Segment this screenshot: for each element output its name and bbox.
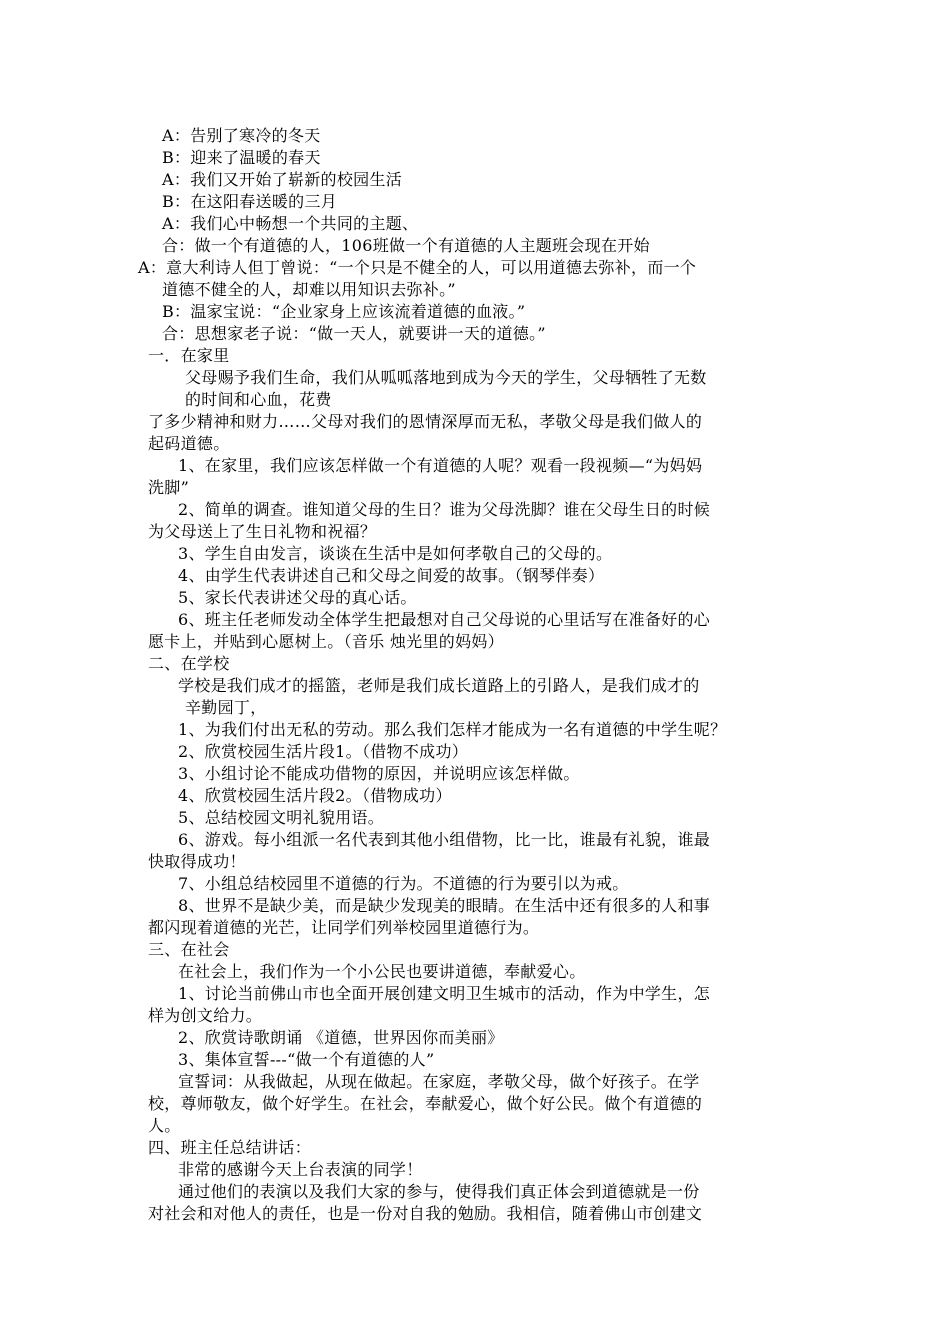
- section-heading: 二、在学校: [148, 654, 230, 673]
- text-line: 起码道德。: [148, 434, 230, 453]
- text-line: 1、为我们付出无私的劳动。那么我们怎样才能成为一名有道德的中学生呢？: [178, 720, 727, 739]
- text-line: 的时间和心血，花费: [185, 390, 332, 409]
- text-line: 愿卡上，并贴到心愿树上。（音乐 烛光里的妈妈）: [148, 632, 504, 651]
- text-line: 8、世界不是缺少美，而是缺少发现美的眼睛。在生活中还有很多的人和事: [178, 896, 711, 915]
- text-line: 合：思想家老子说：“做一天人，就要讲一天的道德。”: [162, 324, 546, 343]
- text-line: 4、由学生代表讲述自己和父母之间爱的故事。（钢琴伴奏）: [178, 566, 605, 585]
- text-line: B：迎来了温暖的春天: [162, 148, 321, 167]
- text-line: 父母赐予我们生命，我们从呱呱落地到成为今天的学生，父母牺牲了无数: [185, 368, 707, 387]
- text-line: 校，尊师敬友，做个好学生。在社会，奉献爱心，做个好公民。做个有道德的: [148, 1094, 703, 1113]
- text-line: 了多少精神和财力……父母对我们的恩情深厚而无私，孝敬父母是我们做人的: [148, 412, 703, 431]
- text-line: A：我们心中畅想一个共同的主题、: [162, 214, 419, 233]
- text-line: 洗脚”: [148, 478, 190, 497]
- text-line: 都闪现着道德的光芒，让同学们列举校园里道德行为。: [148, 918, 540, 937]
- text-line: 1、在家里，我们应该怎样做一个有道德的人呢？观看一段视频—“为妈妈: [178, 456, 703, 475]
- text-line: 5、家长代表讲述父母的真心话。: [178, 588, 417, 607]
- text-line: A：我们又开始了崭新的校园生活: [162, 170, 403, 189]
- text-line: 对社会和对他人的责任，也是一份对自我的勉励。我相信，随着佛山市创建文: [148, 1204, 703, 1223]
- text-line: 3、集体宣誓---“做一个有道德的人”: [178, 1050, 435, 1069]
- text-line: A：告别了寒冷的冬天: [162, 126, 321, 145]
- text-line: 非常的感谢今天上台表演的同学！: [178, 1160, 423, 1179]
- text-line: 2、简单的调查。谁知道父母的生日？谁为父母洗脚？谁在父母生日的时候: [178, 500, 711, 519]
- text-line: 6、游戏。每小组派一名代表到其他小组借物，比一比，谁最有礼貌，谁最: [178, 830, 711, 849]
- text-line: 为父母送上了生日礼物和祝福？: [148, 522, 377, 541]
- text-line: 快取得成功！: [148, 852, 246, 871]
- text-line: 样为创文给力。: [148, 1006, 263, 1025]
- text-line: 5、总结校园文明礼貌用语。: [178, 808, 385, 827]
- text-line: 辛勤园丁，: [185, 698, 267, 717]
- text-line: B：在这阳春送暖的三月: [162, 192, 338, 211]
- text-line: 1、讨论当前佛山市也全面开展创建文明卫生城市的活动，作为中学生，怎: [178, 984, 711, 1003]
- text-line: 2、欣赏校园生活片段1。（借物不成功）: [178, 742, 469, 761]
- section-heading: 一．在家里: [148, 346, 230, 365]
- text-line: 合：做一个有道德的人，106班做一个有道德的人主题班会现在开始: [162, 236, 650, 255]
- text-line: 在社会上，我们作为一个小公民也要讲道德，奉献爱心。: [178, 962, 586, 981]
- text-line: B：温家宝说：“企业家身上应该流着道德的血液。”: [162, 302, 526, 321]
- text-line: 3、小组讨论不能成功借物的原因，并说明应该怎样做。: [178, 764, 580, 783]
- text-line: 宣誓词：从我做起，从现在做起。在家庭，孝敬父母，做个好孩子。在学: [178, 1072, 700, 1091]
- text-line: 通过他们的表演以及我们大家的参与，使得我们真正体会到道德就是一份: [178, 1182, 700, 1201]
- text-line: 2、欣赏诗歌朗诵 《道德，世界因你而美丽》: [178, 1028, 504, 1047]
- text-line: 4、欣赏校园生活片段2。（借物成功）: [178, 786, 452, 805]
- text-line: 学校是我们成才的摇篮，老师是我们成长道路上的引路人，是我们成才的: [178, 676, 700, 695]
- text-line: 人。: [148, 1116, 181, 1135]
- text-line: 道德不健全的人，却难以用知识去弥补。”: [162, 280, 456, 299]
- text-line: 3、学生自由发言，谈谈在生活中是如何孝敬自己的父母的。: [178, 544, 613, 563]
- section-heading: 三、在社会: [148, 940, 230, 959]
- text-line: 7、小组总结校园里不道德的行为。不道德的行为要引以为戒。: [178, 874, 629, 893]
- section-heading: 四、班主任总结讲话：: [148, 1138, 312, 1157]
- text-line: 6、班主任老师发动全体学生把最想对自己父母说的心里话写在准备好的心: [178, 610, 711, 629]
- text-line: A：意大利诗人但丁曾说：“一个只是不健全的人，可以用道德去弥补，而一个: [138, 258, 697, 277]
